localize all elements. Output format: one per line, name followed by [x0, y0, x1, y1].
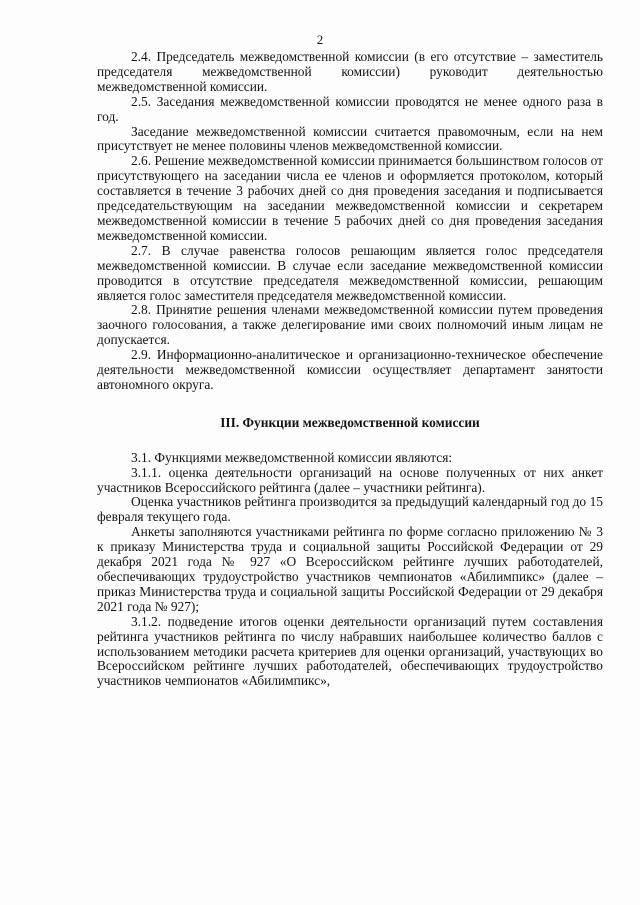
- paragraph-evaluation: Оценка участников рейтинга производится за предыдущий календарный год до 15 февраля текущего года.: [97, 494, 603, 525]
- paragraph-questionnaires: Анкеты заполняются участниками рейтинга по форме согласно приложению № 3 к приказу Министерства труда и социальной защиты Российской Федерации от 29 декабря 2021 года № 927 «О Всероссийском рейтинге лучших работодателей, обеспечивающих трудоустройство участников чемпионатов «Абилимпикс» (далее – приказ Министерства труда и социальной защиты Российской Федерации от 29 декабря 2021 года № 927);: [97, 524, 603, 614]
- page-number: 2: [316, 32, 324, 47]
- paragraph-2-7: 2.7. В случае равенства голосов решающим является голос председателя межведомственной комиссии. В случае если заседание межведомственной комиссии проводится в отсутствие председателя межведомственной комиссии, решающим является голос заместителя председателя межведомственной комиссии.: [97, 242, 603, 303]
- paragraph-2-8: 2.8. Принятие решения членами межведомственной комиссии путем проведения заочного голосования, а также делегирование ими своих полномочий иным лицам не допускается.: [97, 302, 603, 348]
- paragraph-quorum: Заседание межведомственной комиссии считается правомочным, если на нем присутствует не менее половины членов межведомственной комиссии.: [97, 123, 603, 154]
- paragraph-2-4: 2.4. Председатель межведомственной комиссии (в его отсутствие – заместитель председателя межведомственной комиссии) руководит деятельностью межведомственной комиссии.: [97, 49, 603, 94]
- scan-edge: [0, 0, 2, 905]
- section-heading: III. Функции межведомственной комиссии: [220, 414, 480, 430]
- paragraph-3-1: 3.1. Функциями межведомственной комиссии являются:: [131, 449, 453, 465]
- paragraph-2-9: 2.9. Информационно-аналитическое и организационно-техническое обеспечение деятельности межведомственной комиссии осуществляет департамент занятости автономного округа.: [97, 347, 603, 392]
- paragraph-2-5: 2.5. Заседания межведомственной комиссии проводятся не менее одного раза в год.: [97, 93, 603, 124]
- paragraph-2-6: 2.6. Решение межведомственной комиссии принимается большинством голосов от присутствующего на заседании числа ее членов и оформляется протоколом, который составляется в течение 3 рабочих дней со дня проведения заседания и подписывается председательствующим на заседании межведомственной комиссии и секретарем межведомственной комиссии в течение 5 рабочих дней со дня проведения заседания межведомственной комиссии.: [97, 153, 603, 243]
- paragraph-3-1-1: 3.1.1. оценка деятельности организаций на основе полученных от них анкет участников Всероссийского рейтинга (далее – участники рейтинга).: [97, 464, 603, 495]
- document-body: [97, 50, 603, 689]
- paragraph-3-1-2: 3.1.2. подведение итогов оценки деятельности организаций путем составления рейтинга участников рейтинга по числу набравших наибольшее количество баллов с использованием методики расчета критериев для оценки организаций, участвующих во Всероссийском рейтинге лучших работодателей, обеспечивающих трудоустройство участников чемпионатов «Абилимпикс»,: [97, 613, 603, 689]
